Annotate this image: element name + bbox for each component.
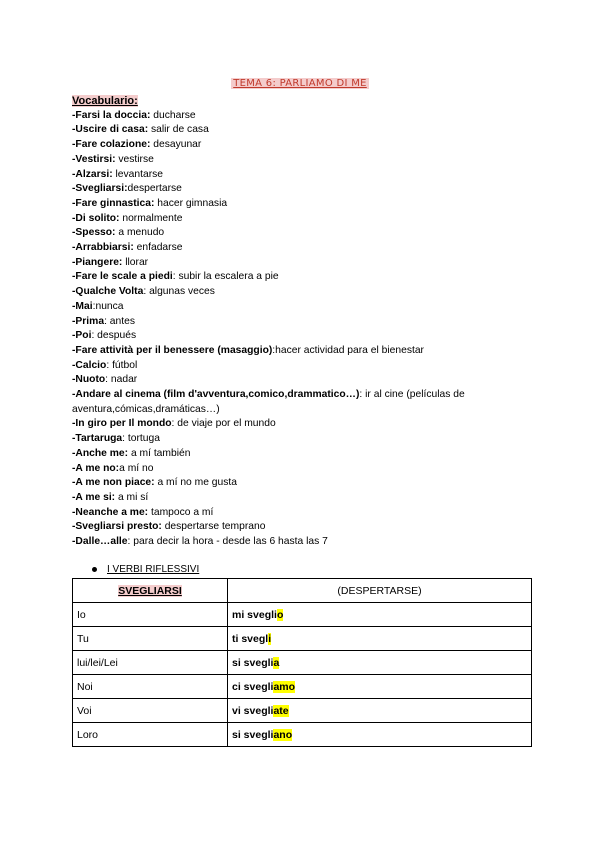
vocab-definition: : ir al cine (películas de aventura,cómicas,dramáticas…) (72, 389, 465, 415)
vocab-term: -Anche me: (72, 447, 129, 459)
vocab-item (72, 432, 532, 447)
vocab-item (72, 197, 532, 212)
vocab-definition: : antes (104, 315, 135, 327)
vocab-definition: : algunas veces (143, 286, 215, 298)
vocab-item (72, 329, 532, 344)
vocab-term: -Nuoto (72, 374, 106, 386)
vocabulary-heading: Vocabulario: (72, 95, 138, 107)
vocab-definition: vestirse (115, 153, 154, 165)
vocab-item (72, 168, 532, 183)
page-title: TEMA 6: PARLIAMO DI ME (233, 78, 367, 89)
conjugation-ending: a (273, 656, 280, 669)
conjugation-ending: i (268, 632, 272, 645)
vocab-term: -Spesso: (72, 227, 116, 239)
vocab-definition: llorar (122, 256, 149, 268)
vocab-term: -Fare attività per il benessere (masaggio) (72, 344, 273, 356)
vocab-definition: despertarse (127, 183, 182, 195)
vocab-term: -Qualche Volta (72, 286, 144, 298)
conjugation-stem: mi svegli (232, 608, 277, 621)
conjugation-stem: si svegli (232, 656, 274, 669)
pronoun-cell: Io (73, 603, 228, 627)
vocab-item (72, 388, 532, 417)
vocab-definition: :nunca (92, 300, 124, 312)
vocab-term: -Farsi la doccia: (72, 109, 151, 121)
table-header-verb: SVEGLIARSI (73, 579, 228, 603)
vocab-item (72, 359, 532, 374)
vocab-item (72, 476, 532, 491)
vocab-term: -Fare ginnastica: (72, 197, 155, 209)
conjugation-cell (228, 651, 532, 675)
vocab-definition: :hacer actividad para el bienestar (272, 344, 424, 356)
table-row (73, 675, 532, 699)
vocab-definition: : fútbol (106, 359, 138, 371)
table-header-translation: (DESPERTARSE) (228, 579, 532, 603)
vocab-item (72, 344, 532, 359)
vocab-definition: desayunar (150, 139, 202, 151)
vocab-item (72, 241, 532, 256)
table-row (73, 603, 532, 627)
vocab-item (72, 447, 532, 462)
vocab-term: -A me no: (72, 462, 120, 474)
table-row (73, 699, 532, 723)
vocab-item (72, 462, 532, 477)
vocab-term: -Svegliarsi presto: (72, 521, 162, 533)
vocab-definition: a mi sí (115, 491, 149, 503)
vocab-term: -Poi (72, 330, 92, 342)
bullet-icon (92, 567, 97, 572)
vocab-item (72, 270, 532, 285)
vocab-definition: tampoco a mí (148, 506, 214, 518)
vocab-item (72, 123, 532, 138)
vocabulary-section (72, 94, 532, 550)
vocab-term: -Fare colazione: (72, 139, 151, 151)
vocab-definition: : de viaje por el mundo (171, 418, 276, 430)
vocab-term: -Andare al cinema (film d'avventura,comico,drammatico…) (72, 389, 360, 401)
vocab-definition: levantarse (112, 168, 163, 180)
vocab-item (72, 520, 532, 535)
vocab-term: -Arrabbiarsi: (72, 242, 134, 254)
vocab-definition: : subir la escalera a pie (172, 271, 279, 283)
vocab-definition: a mí no me gusta (154, 477, 237, 489)
vocab-term: -A me si: (72, 491, 116, 503)
conjugation-cell (228, 675, 532, 699)
conjugation-ending: amo (273, 680, 296, 693)
vocab-definition: : tortuga (122, 433, 160, 445)
pronoun-cell: Voi (73, 699, 228, 723)
conjugation-cell (228, 627, 532, 651)
vocab-definition: normalmente (119, 212, 183, 224)
pronoun-cell: Noi (73, 675, 228, 699)
vocab-term: -Neanche a me: (72, 506, 149, 518)
vocab-definition: ducharse (150, 109, 196, 121)
vocab-definition: hacer gimnasia (154, 197, 228, 209)
table-row (73, 651, 532, 675)
vocab-definition: : nadar (105, 374, 138, 386)
conjugation-stem: ti svegl (232, 632, 269, 645)
conjugation-cell (228, 699, 532, 723)
vocab-term: -Piangere: (72, 256, 123, 268)
vocab-item (72, 212, 532, 227)
vocab-item (72, 535, 532, 550)
vocab-term: -Alzarsi: (72, 168, 113, 180)
vocab-definition: salir de casa (148, 124, 209, 136)
conjugation-ending: ate (273, 704, 289, 717)
vocab-item (72, 182, 532, 197)
vocab-term: -Di solito: (72, 212, 120, 224)
table-row (73, 627, 532, 651)
vocab-term: -In giro per Il mondo (72, 418, 172, 430)
pronoun-cell: Tu (73, 627, 228, 651)
conjugation-ending: ano (273, 728, 293, 741)
conjugation-stem: vi svegli (232, 704, 274, 717)
vocab-item (72, 491, 532, 506)
bullet-heading: I VERBI RIFLESSIVI (92, 564, 199, 575)
vocab-term: -Dalle…alle (72, 536, 128, 548)
vocab-item (72, 315, 532, 330)
vocab-definition: a mí no (119, 462, 154, 474)
vocab-item (72, 373, 532, 388)
conjugation-cell (228, 603, 532, 627)
vocab-term: -Fare le scale a piedi (72, 271, 173, 283)
table-row (73, 723, 532, 747)
pronoun-cell: lui/lei/Lei (73, 651, 228, 675)
vocab-term: -Vestirsi: (72, 153, 116, 165)
vocab-term: -Prima (72, 315, 105, 327)
vocab-term: -Mai (72, 300, 93, 312)
vocab-definition: despertarse temprano (161, 521, 266, 533)
vocab-definition: : después (91, 330, 137, 342)
vocab-item (72, 506, 532, 521)
vocab-item (72, 285, 532, 300)
conjugation-ending: o (276, 608, 284, 621)
pronoun-cell: Loro (73, 723, 228, 747)
vocab-definition: : para decir la hora - desde las 6 hasta las 7 (127, 536, 328, 548)
vocab-definition: a menudo (115, 227, 165, 239)
vocab-term: -Svegliarsi: (72, 183, 128, 195)
vocab-item (72, 153, 532, 168)
vocab-item (72, 417, 532, 432)
vocab-term: -Tartaruga (72, 433, 123, 445)
vocab-definition: enfadarse (133, 242, 183, 254)
vocab-item (72, 256, 532, 271)
vocab-definition: a mí también (128, 447, 191, 459)
conjugation-stem: ci svegli (232, 680, 274, 693)
conjugation-cell (228, 723, 532, 747)
vocab-term: -Uscire di casa: (72, 124, 149, 136)
vocab-term: -A me non piace: (72, 477, 155, 489)
conjugation-table (72, 578, 532, 747)
vocab-item (72, 138, 532, 153)
vocabulary-list (72, 109, 532, 550)
vocab-item (72, 109, 532, 124)
vocab-item (72, 300, 532, 315)
table-header-row (73, 579, 532, 603)
conjugation-stem: si svegli (232, 728, 274, 741)
vocab-term: -Calcio (72, 359, 107, 371)
vocab-item (72, 226, 532, 241)
